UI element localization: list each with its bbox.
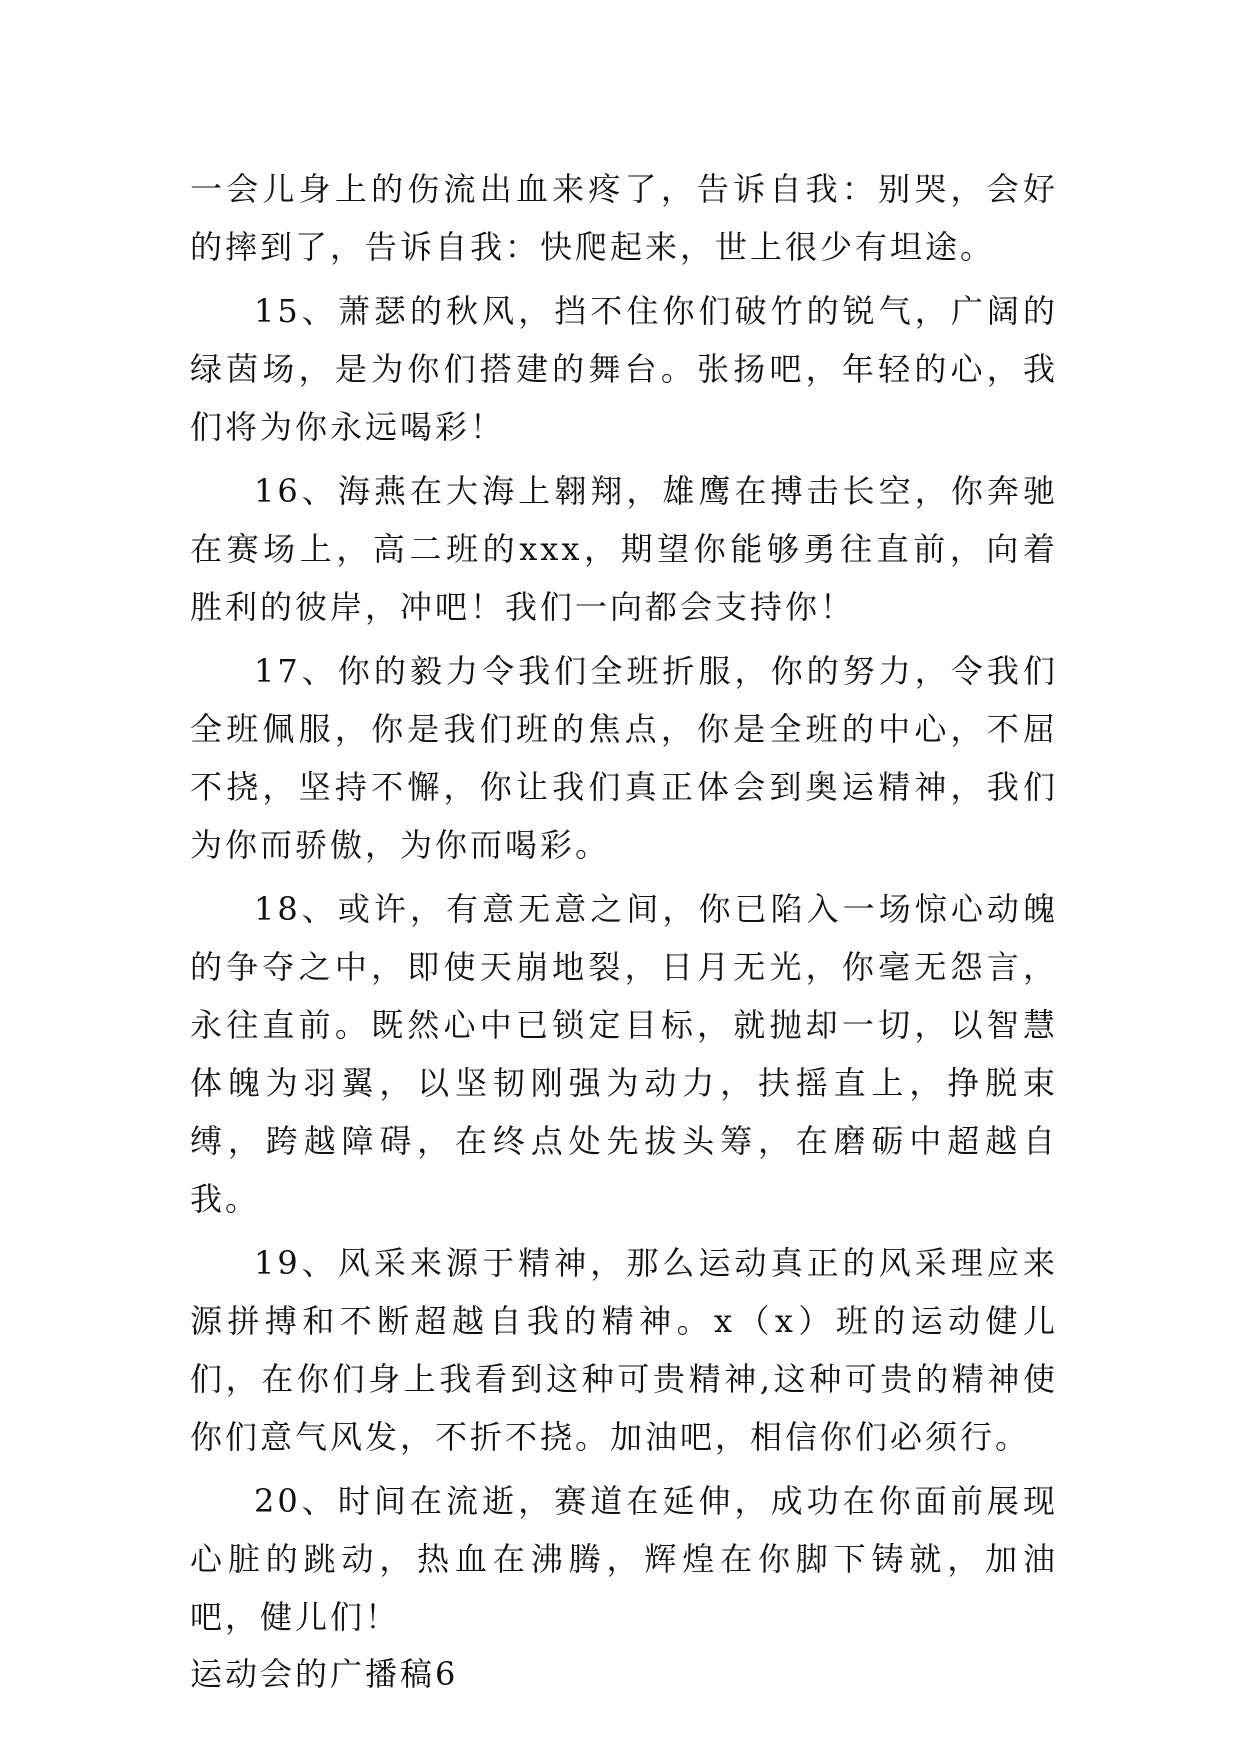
section-title: 运动会的广播稿6 bbox=[190, 1655, 459, 1693]
document-body bbox=[190, 160, 1058, 1702]
paragraph-16: 16、海燕在大海上翱翔，雄鹰在搏击长空，你奔驰在赛场上，高二班的xxx，期望你能够勇往直前，向着胜利的彼岸，冲吧！我们一向都会支持你！ bbox=[190, 472, 1058, 626]
paragraph-18: 18、或许，有意无意之间，你已陷入一场惊心动魄的争夺之中，即使天崩地裂，日月无光，你毫无怨言，永往直前。既然心中已锁定目标，就抛却一切，以智慧体魄为羽翼，以坚韧刚强为动力，扶摇直上，挣脱束缚，跨越障碍，在终点处先拔头筹，在磨砺中超越自我。 bbox=[190, 890, 1058, 1218]
paragraph-continuation: 一会儿身上的伤流出血来疼了，告诉自我：别哭，会好的摔到了，告诉自我：快爬起来，世上很少有坦途。 bbox=[190, 170, 1058, 266]
paragraph-15: 15、萧瑟的秋风，挡不住你们破竹的锐气，广阔的绿茵场，是为你们搭建的舞台。张扬吧，年轻的心，我们将为你永远喝彩！ bbox=[190, 292, 1058, 446]
paragraph-20: 20、时间在流逝，赛道在延伸，成功在你面前展现心脏的跳动，热血在沸腾，辉煌在你脚下铸就，加油吧，健儿们！ bbox=[190, 1482, 1058, 1636]
paragraph-19: 19、风采来源于精神，那么运动真正的风采理应来源拼搏和不断超越自我的精神。x（x）班的运动健儿们，在你们身上我看到这种可贵精神,这种可贵的精神使你们意气风发，不折不挠。加油吧，相信你们必须行。 bbox=[190, 1244, 1058, 1456]
paragraph-17: 17、你的毅力令我们全班折服，你的努力，令我们全班佩服，你是我们班的焦点，你是全班的中心，不屈不挠，坚持不懈，你让我们真正体会到奥运精神，我们为你而骄傲，为你而喝彩。 bbox=[190, 652, 1058, 864]
